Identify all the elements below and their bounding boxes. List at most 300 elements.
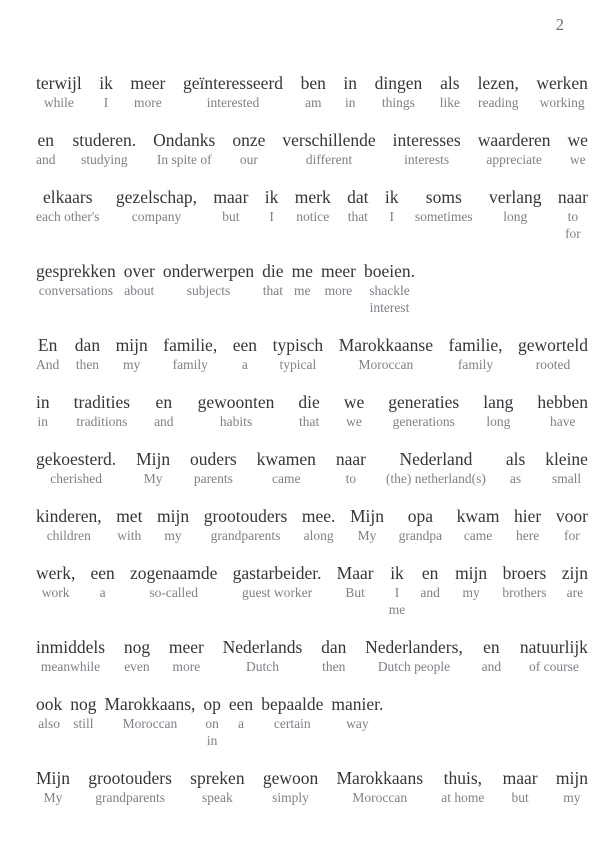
dutch-word: lezen, <box>477 73 519 93</box>
word-pair <box>440 72 460 111</box>
word-pair <box>386 448 486 487</box>
gloss-word: interest <box>369 300 410 315</box>
word-pair <box>520 636 588 675</box>
dutch-word: thuis, <box>443 768 483 788</box>
dutch-word: zogenaamde <box>129 563 218 583</box>
gloss-word: guest worker <box>241 585 313 600</box>
dutch-word: bepaalde <box>261 694 324 714</box>
gloss-word: in <box>344 95 356 110</box>
gloss-word: working <box>539 95 585 110</box>
dutch-word: Marokkaans <box>336 768 424 788</box>
dutch-word: inmiddels <box>36 637 106 657</box>
word-pair <box>213 186 248 225</box>
gloss-word: And <box>36 357 60 372</box>
interlinear-line <box>36 767 588 806</box>
word-pair <box>136 448 170 487</box>
gloss-word: I <box>103 95 109 110</box>
dutch-word: ik <box>264 187 279 207</box>
gloss-word: rooted <box>535 357 571 372</box>
dutch-word: en <box>155 392 173 412</box>
gloss-word: a <box>238 716 245 731</box>
word-pair <box>347 186 368 225</box>
dutch-word: een <box>90 563 115 583</box>
gloss-word: I <box>269 209 274 224</box>
word-pair <box>36 767 70 806</box>
gloss-word: in <box>206 733 218 748</box>
word-pair <box>36 391 50 430</box>
gloss-word: more <box>134 95 162 110</box>
gloss-word: cherished <box>50 471 102 486</box>
gloss-word: My <box>357 528 377 543</box>
dutch-word: mijn <box>157 506 190 526</box>
dutch-word: in <box>343 73 358 93</box>
interlinear-line <box>36 448 588 487</box>
dutch-word: gewoonten <box>197 392 275 412</box>
dutch-word: nog <box>70 694 97 714</box>
dutch-word: dan <box>74 335 101 355</box>
dutch-word: meer <box>168 637 204 657</box>
gloss-word: family <box>172 357 208 372</box>
word-pair <box>344 391 364 430</box>
dutch-word: kinderen, <box>36 506 102 526</box>
word-pair <box>514 505 541 544</box>
dutch-word: ouders <box>190 449 237 469</box>
word-pair <box>163 334 217 373</box>
word-pair <box>36 448 116 487</box>
gloss-word: In spite of <box>156 152 212 167</box>
word-pair <box>399 505 442 544</box>
gloss-word: we <box>346 414 362 429</box>
interlinear-line <box>36 636 588 675</box>
dutch-word: grootouders <box>88 768 172 788</box>
dutch-word: geïnteresseerd <box>182 73 284 93</box>
word-pair <box>455 562 487 601</box>
word-pair <box>105 693 196 732</box>
word-pair <box>562 562 588 601</box>
word-pair <box>204 505 288 544</box>
dutch-word: waarderen <box>477 130 551 150</box>
dutch-word: Marokkaans, <box>104 694 196 714</box>
dutch-word: terwijl <box>36 73 82 93</box>
dutch-word: mijn <box>455 563 488 583</box>
dutch-word: voor <box>555 506 588 526</box>
gloss-word: that <box>262 283 283 298</box>
dutch-word: Nederland <box>399 449 473 469</box>
gloss-word: like <box>439 95 461 110</box>
word-pair <box>375 72 423 111</box>
gloss-word: brothers <box>502 585 547 600</box>
word-pair <box>388 391 459 430</box>
word-pair <box>298 391 319 430</box>
gloss-word: subjects <box>186 283 231 298</box>
gloss-word: am <box>304 95 322 110</box>
gloss-word: that <box>347 209 368 224</box>
dutch-word: die <box>298 392 320 412</box>
gloss-word: grandparents <box>95 790 165 805</box>
word-pair <box>385 186 399 225</box>
word-pair <box>233 562 322 601</box>
interlinear-line <box>36 334 588 373</box>
gloss-word: Moroccan <box>358 357 414 372</box>
dutch-word: en <box>37 130 55 150</box>
word-pair <box>556 767 588 806</box>
word-pair <box>70 693 96 732</box>
dutch-word: gesprekken <box>36 261 116 281</box>
gloss-word: I <box>389 209 394 224</box>
word-pair <box>190 448 237 487</box>
gloss-word: our <box>239 152 258 167</box>
interlinear-line <box>36 72 588 111</box>
gloss-word: a <box>241 357 248 372</box>
word-pair <box>154 391 174 430</box>
gloss-word: that <box>298 414 320 429</box>
dutch-word: en <box>483 637 500 657</box>
gloss-word: about <box>124 283 155 298</box>
word-pair <box>393 129 461 168</box>
word-pair <box>36 505 102 544</box>
word-pair <box>321 636 346 675</box>
gloss-word: to <box>345 471 357 486</box>
dutch-word: familie, <box>163 335 218 355</box>
gloss-word: then <box>75 357 100 372</box>
gloss-word: with <box>117 528 142 543</box>
gloss-word: Moroccan <box>122 716 178 731</box>
word-pair <box>506 448 525 487</box>
dutch-word: verlang <box>489 187 542 207</box>
dutch-word: generaties <box>388 392 460 412</box>
gloss-word: generations <box>392 414 455 429</box>
word-pair <box>36 72 82 111</box>
dutch-word: we <box>343 392 365 412</box>
word-pair <box>263 767 318 806</box>
dutch-word: merk <box>294 187 331 207</box>
word-pair <box>478 72 519 111</box>
word-pair <box>99 72 113 111</box>
word-pair <box>116 505 142 544</box>
gloss-word: in <box>37 414 49 429</box>
dutch-word: maar <box>213 187 249 207</box>
gloss-word: but <box>222 209 240 224</box>
dutch-word: Mijn <box>36 768 71 788</box>
word-pair <box>265 186 279 225</box>
dutch-word: kwamen <box>256 449 316 469</box>
word-pair <box>339 334 433 373</box>
page-number: 2 <box>555 15 564 34</box>
word-pair <box>36 186 100 225</box>
gloss-word: different <box>305 152 353 167</box>
dutch-word: werken <box>536 73 588 93</box>
dutch-word: geworteld <box>518 335 588 355</box>
word-pair <box>420 562 440 601</box>
word-pair <box>75 334 100 373</box>
gloss-word: have <box>549 414 576 429</box>
gloss-word: came <box>272 471 301 486</box>
dutch-word: spreken <box>190 768 245 788</box>
gloss-word: long <box>503 209 528 224</box>
word-pair <box>483 391 513 430</box>
dutch-word: Maar <box>336 563 374 583</box>
word-pair <box>302 505 336 544</box>
dutch-word: En <box>37 335 58 355</box>
dutch-word: Nederlands <box>222 637 303 657</box>
word-pair <box>198 391 275 430</box>
gloss-word: my <box>462 585 480 600</box>
word-pair <box>273 334 324 373</box>
word-pair <box>36 260 116 299</box>
gloss-word: company <box>131 209 182 224</box>
word-pair <box>229 693 253 732</box>
gloss-word: (the) netherland(s) <box>385 471 486 486</box>
word-pair <box>545 448 588 487</box>
gloss-word: me <box>294 283 311 298</box>
dutch-word: lang <box>483 392 514 412</box>
gloss-word: and <box>36 152 56 167</box>
gloss-word: each other's <box>36 209 100 224</box>
dutch-word: meer <box>130 73 166 93</box>
gloss-word: Dutch people <box>377 659 451 674</box>
dutch-word: verschillende <box>282 130 376 150</box>
word-pair <box>568 129 588 168</box>
word-pair <box>116 334 148 373</box>
dutch-word: Mijn <box>349 506 385 526</box>
gloss-word: children <box>46 528 91 543</box>
dutch-word: mee. <box>301 506 336 526</box>
dutch-word: dan <box>321 637 347 657</box>
gloss-word: appreciate <box>486 152 542 167</box>
word-pair <box>282 129 375 168</box>
dutch-word: ook <box>36 694 63 714</box>
gloss-word: are <box>566 585 584 600</box>
word-pair <box>321 260 356 299</box>
gloss-word: notice <box>296 209 330 224</box>
word-pair <box>203 693 221 749</box>
gloss-word: for <box>563 528 580 543</box>
dutch-word: opa <box>407 506 433 526</box>
dutch-word: manier. <box>331 694 384 714</box>
word-pair <box>262 260 283 299</box>
gloss-word: came <box>463 528 493 543</box>
dutch-word: familie, <box>448 335 503 355</box>
dutch-word: Ondanks <box>153 130 216 150</box>
word-pair <box>365 636 463 675</box>
dutch-word: boeien. <box>363 261 415 281</box>
gloss-word: My <box>143 471 163 486</box>
dutch-word: hier <box>514 506 542 526</box>
word-pair <box>301 72 326 111</box>
gloss-word: family <box>457 357 494 372</box>
word-pair <box>124 260 155 299</box>
gloss-word: and <box>481 659 502 674</box>
gloss-word: my <box>164 528 182 543</box>
dutch-word: gastarbeider. <box>232 563 322 583</box>
gloss-word: typical <box>279 357 317 372</box>
interlinear-line <box>36 186 588 242</box>
gloss-word: still <box>73 716 94 731</box>
dutch-word: gekoesterd. <box>36 449 117 469</box>
gloss-word: more <box>324 283 353 298</box>
gloss-word: me <box>388 602 406 617</box>
gloss-word: My <box>43 790 63 805</box>
gloss-word: Dutch <box>245 659 279 674</box>
dutch-word: typisch <box>272 335 324 355</box>
gloss-word: even <box>124 659 150 674</box>
word-pair <box>232 129 265 168</box>
word-pair <box>257 448 316 487</box>
word-pair <box>536 72 588 111</box>
word-pair <box>537 391 588 430</box>
gloss-word: small <box>551 471 582 486</box>
word-pair <box>518 334 588 373</box>
dutch-word: broers <box>502 563 547 583</box>
gloss-word: then <box>322 659 346 674</box>
interlinear-line <box>36 260 588 316</box>
gloss-word: at home <box>441 790 485 805</box>
dutch-word: die <box>262 261 284 281</box>
dutch-word: ik <box>390 563 404 583</box>
gloss-word: conversations <box>38 283 113 298</box>
interlinear-line <box>36 693 588 749</box>
gloss-word: a <box>99 585 106 600</box>
dutch-word: op <box>203 694 221 714</box>
dutch-word: kwam <box>456 506 500 526</box>
gloss-word: I <box>394 585 400 600</box>
gloss-word: but <box>511 790 529 805</box>
dutch-word: studeren. <box>72 130 137 150</box>
dutch-word: Marokkaanse <box>338 335 433 355</box>
gloss-word: traditions <box>76 414 128 429</box>
dutch-word: natuurlijk <box>519 637 588 657</box>
word-pair <box>130 72 165 111</box>
word-pair <box>295 186 331 225</box>
dutch-word: ben <box>300 73 326 93</box>
gloss-word: grandparents <box>210 528 281 543</box>
word-pair <box>223 636 303 675</box>
dutch-word: elkaars <box>42 187 93 207</box>
gloss-word: for <box>565 226 581 241</box>
gloss-word: my <box>563 790 581 805</box>
gloss-word: But <box>345 585 365 600</box>
gloss-word: on <box>205 716 219 731</box>
interlinear-line <box>36 562 588 618</box>
dutch-word: in <box>36 392 50 412</box>
gloss-word: we <box>569 152 586 167</box>
word-pair <box>350 505 384 544</box>
dutch-word: en <box>421 563 439 583</box>
word-pair <box>190 767 244 806</box>
dutch-word: we <box>567 130 588 150</box>
gloss-word: Moroccan <box>352 790 408 805</box>
dutch-word: onze <box>232 130 266 150</box>
word-pair <box>130 562 217 601</box>
dutch-word: ik <box>99 73 113 93</box>
dutch-word: interesses <box>392 130 461 150</box>
gloss-word: as <box>509 471 522 486</box>
word-pair <box>261 693 323 732</box>
gloss-word: certain <box>273 716 311 731</box>
gloss-word: and <box>420 585 440 600</box>
dutch-word: nog <box>123 637 151 657</box>
word-pair <box>183 72 283 111</box>
dutch-word: onderwerpen <box>162 261 255 281</box>
word-pair <box>502 562 546 601</box>
gloss-word: of course <box>528 659 579 674</box>
dutch-word: maar <box>502 768 538 788</box>
gloss-word: also <box>38 716 60 731</box>
word-pair <box>556 505 588 544</box>
dutch-word: gezelschap, <box>115 187 198 207</box>
word-pair <box>163 260 254 299</box>
word-pair <box>292 260 313 299</box>
dutch-word: mijn <box>555 768 588 788</box>
word-pair <box>364 260 415 316</box>
word-pair <box>153 129 215 168</box>
gloss-word: habits <box>219 414 253 429</box>
dutch-word: als <box>505 449 526 469</box>
word-pair <box>91 562 115 601</box>
dutch-word: met <box>116 506 143 526</box>
dutch-word: werk, <box>36 563 76 583</box>
gloss-word: interested <box>206 95 260 110</box>
gloss-word: way <box>346 716 369 731</box>
word-pair <box>441 767 484 806</box>
word-pair <box>74 391 130 430</box>
dutch-word: als <box>440 73 460 93</box>
word-pair <box>482 636 502 675</box>
dutch-word: naar <box>335 449 366 469</box>
dutch-word: me <box>291 261 313 281</box>
gloss-word: parents <box>193 471 233 486</box>
dutch-word: een <box>228 694 254 714</box>
dutch-word: hebben <box>537 392 588 412</box>
interlinear-line <box>36 505 588 544</box>
gloss-word: simply <box>272 790 309 805</box>
word-pair <box>124 636 150 675</box>
word-pair <box>36 693 62 732</box>
word-pair <box>489 186 541 225</box>
dutch-word: tradities <box>73 392 131 412</box>
gloss-word: shackle <box>369 283 410 298</box>
interlinear-line <box>36 391 588 430</box>
word-pair <box>415 186 473 225</box>
word-pair <box>503 767 538 806</box>
dutch-word: Mijn <box>136 449 171 469</box>
gloss-word: studying <box>81 152 128 167</box>
dutch-word: dingen <box>374 73 423 93</box>
interlinear-line <box>36 129 588 168</box>
gloss-word: to <box>567 209 579 224</box>
dutch-word: ik <box>384 187 399 207</box>
dutch-word: zijn <box>561 563 588 583</box>
word-pair <box>233 334 257 373</box>
word-pair <box>169 636 204 675</box>
word-pair <box>337 767 424 806</box>
gloss-word: my <box>123 357 141 372</box>
dutch-word: gewoon <box>262 768 319 788</box>
word-pair <box>343 72 357 111</box>
word-pair <box>157 505 189 544</box>
gloss-word: interests <box>404 152 450 167</box>
word-pair <box>337 562 374 601</box>
dutch-word: mijn <box>115 335 148 355</box>
gloss-word: and <box>154 414 174 429</box>
dutch-word: grootouders <box>203 506 288 526</box>
dutch-word: Nederlanders, <box>365 637 463 657</box>
gloss-word: meanwhile <box>40 659 101 674</box>
word-pair <box>331 693 383 732</box>
word-pair <box>558 186 588 242</box>
dutch-word: over <box>123 261 155 281</box>
gloss-word: reading <box>477 95 519 110</box>
